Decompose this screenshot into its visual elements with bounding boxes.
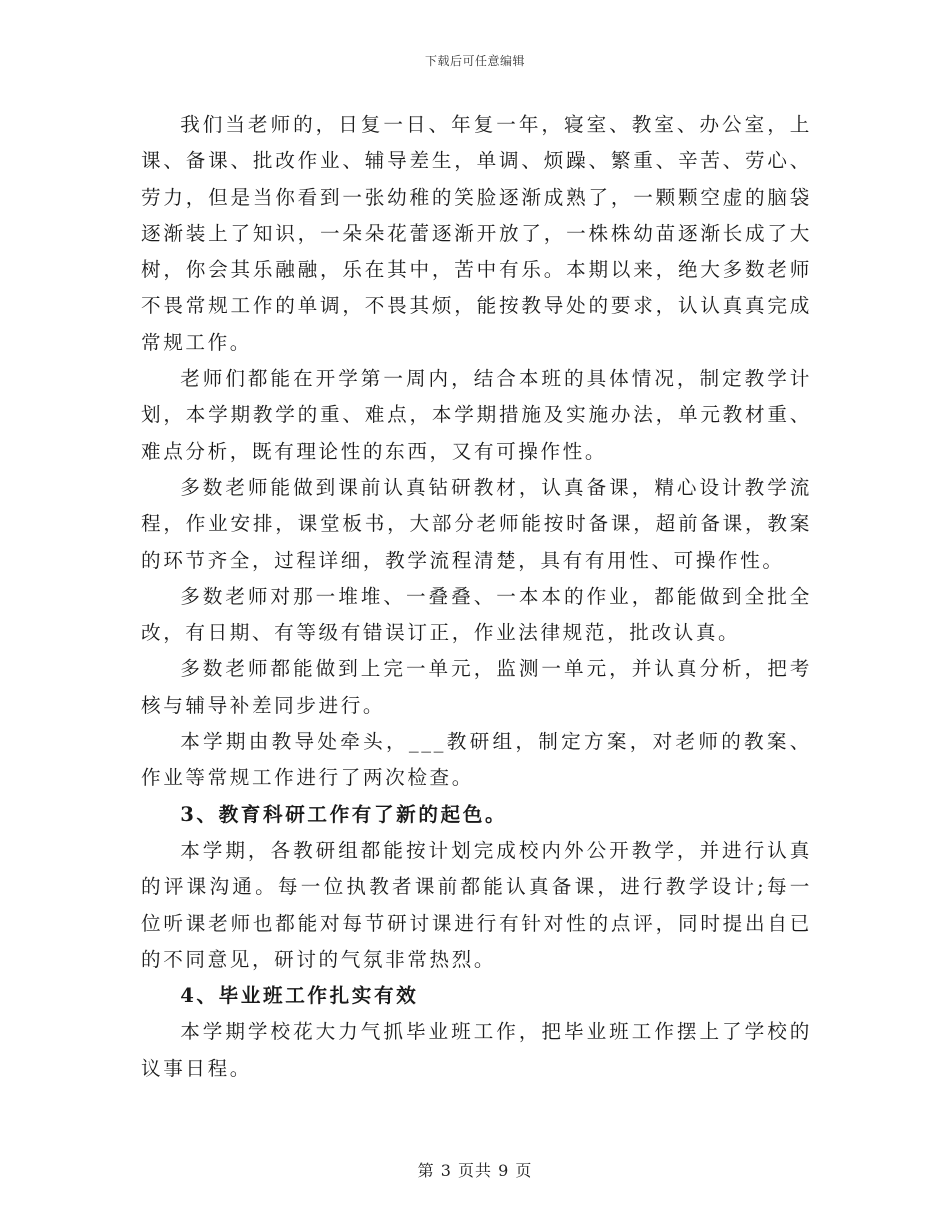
section-heading-4: 4、毕业班工作扎实有效 [180,984,419,1008]
paragraph-8: 本学期学校花大力气抓毕业班工作，把毕业班工作摆上了学校的议事日程。 [141,1020,812,1080]
paragraph-3: 多数老师能做到课前认真钻研教材，认真备课，精心设计教学流程，作业安排，课堂板书，大部分老师能按时备课，超前备课，教案的环节齐全，过程详细，教学流程清楚，具有有用性、可操作性。 [141,475,812,572]
section-heading-3: 3、教育科研工作有了新的起色。 [180,802,508,826]
paragraph-2: 老师们都能在开学第一周内，结合本班的具体情况，制定教学计划，本学期教学的重、难点，本学期措施及实施办法，单元教材重、难点分析，既有理论性的东西，又有可操作性。 [141,367,812,463]
paragraph-5: 多数老师都能做到上完一单元，监测一单元，并认真分析，把考核与辅导补差同步进行。 [141,657,812,717]
page-footer: 第 3 页共 9 页 [417,1161,533,1180]
paragraph-1: 我们当老师的，日复一日、年复一年，寝室、教室、办公室，上课、备课、批改作业、辅导差生，单调、烦躁、繁重、辛苦、劳心、劳力，但是当你看到一张幼稚的笑脸逐渐成熟了，一颗颗空虚的脑袋逐渐装上了知识，一朵朵花蕾逐渐开放了，一株株幼苗逐渐长成了大树，你会其乐融融，乐在其中，苦中有乐。本期以来，绝大多数老师不畏常规工作的单调，不畏其烦，能按教导处的要求，认认真真完成常规工作。 [141,113,812,354]
document-body [141,107,812,1087]
page-header: 下载后可任意编辑 [424,54,525,68]
paragraph-7: 本学期，各教研组都能按计划完成校内外公开教学，并进行认真的评课沟通。每一位执教者课前都能认真备课，进行教学设计;每一位听课老师也都能对每节研讨课进行有针对性的点评，同时提出自已的不同意见，研讨的气氛非常热烈。 [141,838,812,971]
paragraph-6: 本学期由教导处牵头，___教研组，制定方案，对老师的教案、作业等常规工作进行了两次检查。 [141,730,812,790]
paragraph-4: 多数老师对那一堆堆、一叠叠、一本本的作业，都能做到全批全改，有日期、有等级有错误订正，作业法律规范，批改认真。 [141,584,812,645]
